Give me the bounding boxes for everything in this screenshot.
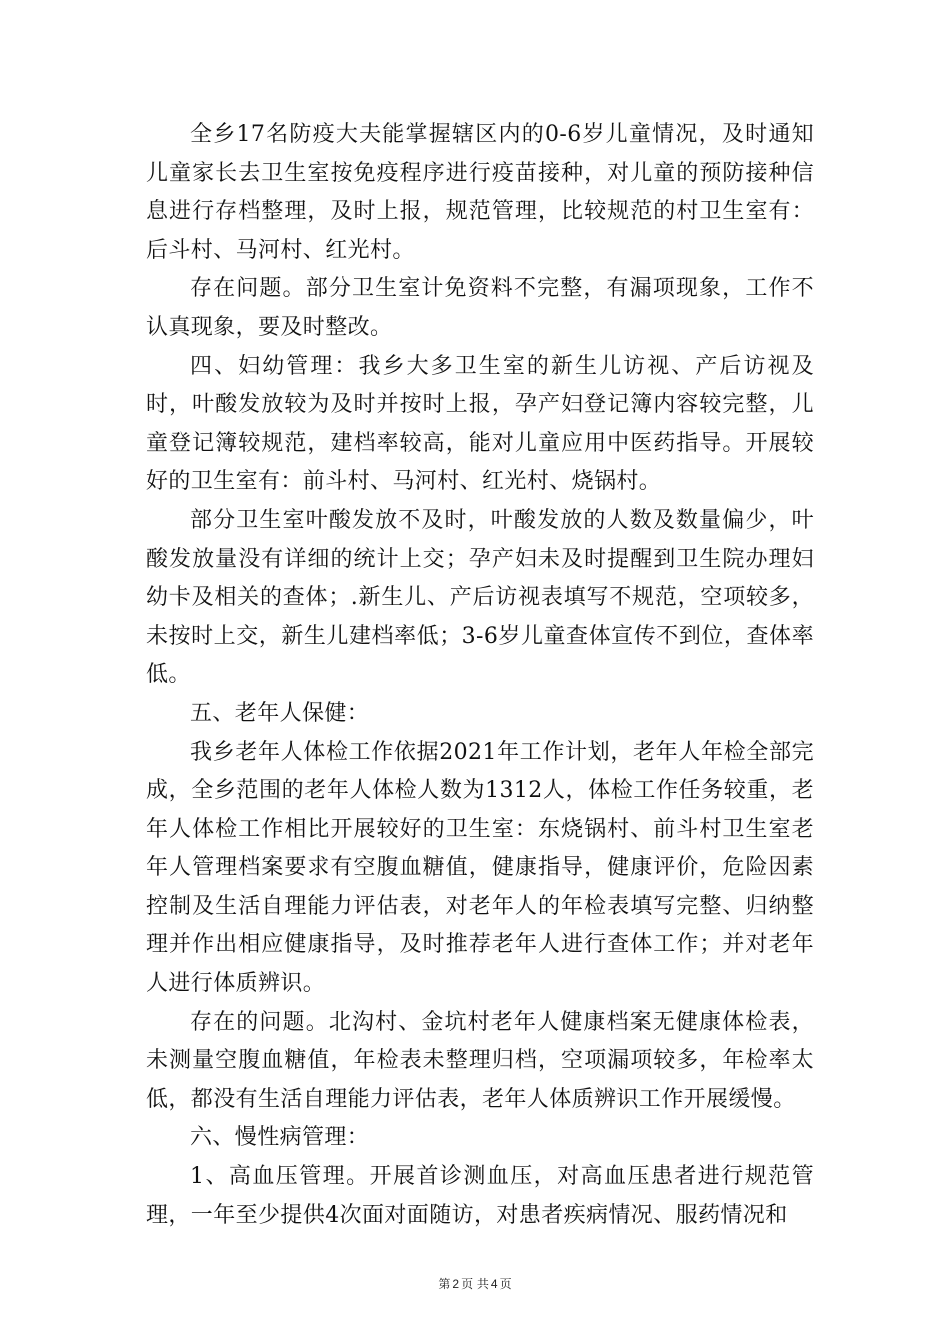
paragraph-immunization-issues: 存在问题。部分卫生室计免资料不完整，有漏项现象，工作不认真现象，要及时整改。 <box>146 276 814 340</box>
section-heading-elderly-care: 五、老年人保健： <box>190 700 370 726</box>
footer-prefix: 第 <box>438 1277 451 1291</box>
footer-suffix: 页 <box>499 1277 512 1291</box>
page-footer <box>0 1275 950 1292</box>
paragraph-hypertension: 1、高血压管理。开展首诊测血压，对高血压患者进行规范管理，一年至少提供4次面对面随访，对患者疾病情况、服药情况和 <box>146 1164 814 1228</box>
paragraph-immunization: 全乡17名防疫大夫能掌握辖区内的0-6岁儿童情况，及时通知儿童家长去卫生室按免疫程序进行疫苗接种，对儿童的预防接种信息进行存档整理，及时上报，规范管理，比较规范的村卫生室有：后斗村、马河村、红光村。 <box>146 122 814 263</box>
footer-current-page: 2 <box>452 1277 460 1291</box>
paragraph-elderly-checkup: 我乡老年人体检工作依据2021年工作计划，老年人年检全部完成，全乡范围的老年人体检人数为1312人，体检工作任务较重，老年人体检工作相比开展较好的卫生室：东烧锅村、前斗村卫生室老年人管理档案要求有空腹血糖值，健康指导，健康评价，危险因素控制及生活自理能力评估表，对老年人的年检表填写完整、归纳整理并作出相应健康指导，及时推荐老年人进行查体工作；并对老年人进行体质辨识。 <box>146 739 814 997</box>
document-body <box>146 116 814 1235</box>
footer-middle: 页 共 <box>461 1277 489 1291</box>
paragraph-elderly-issues: 存在的问题。北沟村、金坑村老年人健康档案无健康体检表，未测量空腹血糖值，年检表未整理归档，空项漏项较多，年检率太低，都没有生活自理能力评估表，老年人体质辨识工作开展缓慢。 <box>146 1009 814 1112</box>
footer-total-pages: 4 <box>490 1277 498 1291</box>
paragraph-maternal-child: 四、妇幼管理：我乡大多卫生室的新生儿访视、产后访视及时，叶酸发放较为及时并按时上报，孕产妇登记簿内容较完整，儿童登记簿较规范，建档率较高，能对儿童应用中医药指导。开展较好的卫生室有：前斗村、马河村、红光村、烧锅村。 <box>146 353 814 495</box>
paragraph-maternal-child-issues: 部分卫生室叶酸发放不及时，叶酸发放的人数及数量偏少，叶酸发放量没有详细的统计上交；孕产妇未及时提醒到卫生院办理妇幼卡及相关的查体；.新生儿、产后访视表填写不规范，空项较多，未按时上交，新生儿建档率低；3-6岁儿童查体宣传不到位，查体率低。 <box>146 507 814 688</box>
section-heading-chronic-disease: 六、慢性病管理： <box>190 1125 370 1151</box>
